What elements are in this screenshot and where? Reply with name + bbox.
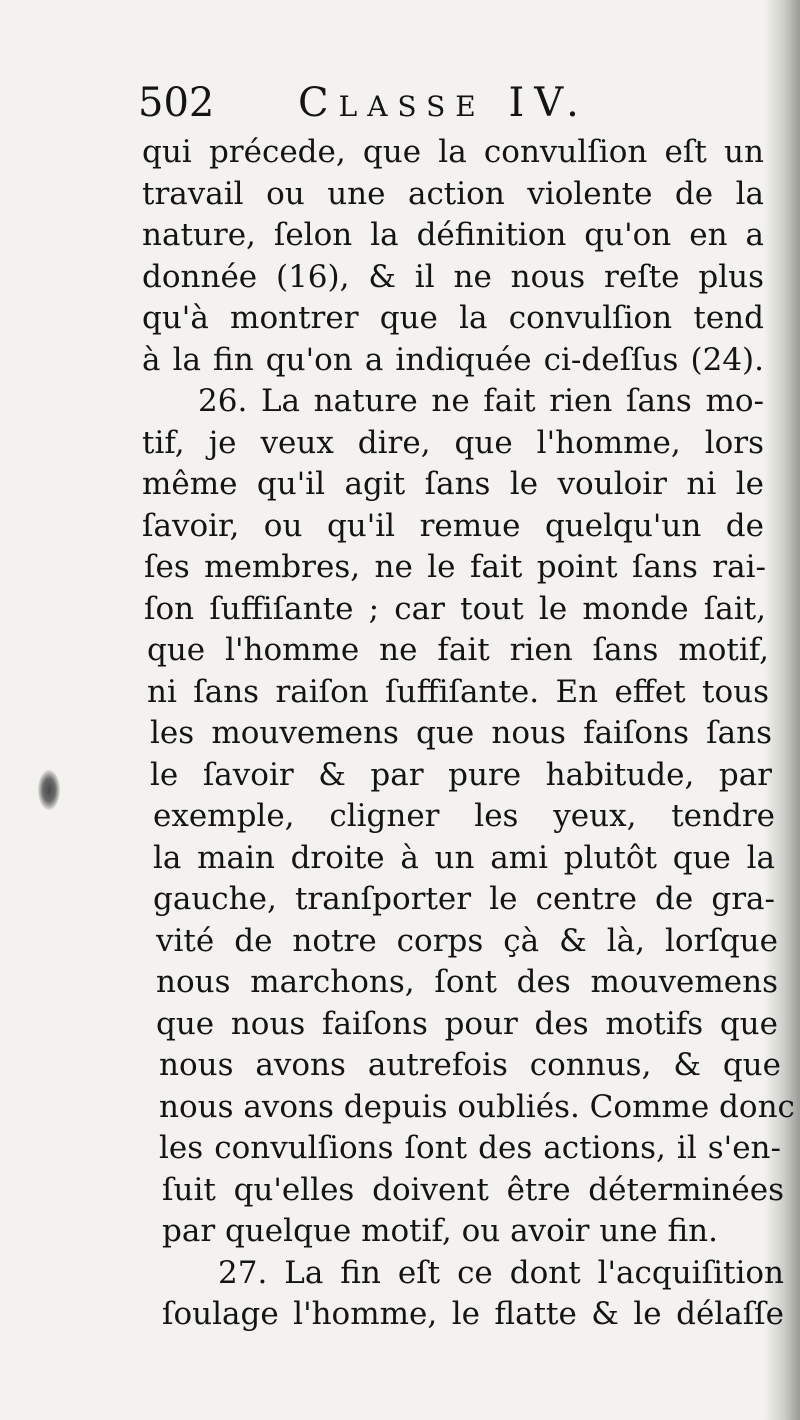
text-line: à la fin qu'on a indiquée ci-deſſus (24). bbox=[142, 341, 764, 378]
text-line: tif, je veux dire, que l'homme, lors bbox=[142, 424, 764, 461]
text-line: la main droite à un ami plutôt que la bbox=[153, 839, 775, 876]
page-header bbox=[138, 78, 758, 128]
text-line: les mouvemens que nous faiſons ſans bbox=[150, 715, 772, 751]
page-number: 502 bbox=[138, 80, 215, 126]
ink-smudge bbox=[38, 770, 60, 810]
text-line: nous marchons, ſont des mouvemens bbox=[156, 964, 778, 1000]
text-line: même qu'il agit ſans le vouloir ni le bbox=[142, 466, 764, 502]
text-line: ſoulage l'homme, le flatte & le délaſſe bbox=[162, 1296, 784, 1332]
text-line: nature, ſelon la définition qu'on en a bbox=[142, 217, 764, 253]
running-title: Classe IV. bbox=[298, 80, 589, 126]
text-line: par quelque motif, ou avoir une fin. bbox=[162, 1213, 718, 1249]
text-line: gauche, tranſporter le centre de gra- bbox=[153, 881, 775, 917]
text-line: vité de notre corps çà & là, lorſque bbox=[156, 922, 778, 959]
text-line: ni ſans raiſon ſuffiſante. En effet tous bbox=[147, 673, 769, 710]
text-line: exemple, cligner les yeux, tendre bbox=[153, 798, 775, 834]
body-text bbox=[142, 132, 795, 1336]
text-line: qui précede, que la convulſion eſt un bbox=[142, 134, 764, 170]
text-line: qu'à montrer que la convulſion tend bbox=[142, 300, 764, 336]
text-line: nous avons autrefois connus, & que bbox=[159, 1047, 781, 1083]
paragraph-27-start: 27. La fin eſt ce dont l'acquiſition bbox=[218, 1254, 784, 1291]
paragraph-26-start: 26. La nature ne fait rien ſans mo- bbox=[198, 383, 764, 419]
text-line: travail ou une action violente de la bbox=[142, 175, 764, 212]
text-line: le ſavoir & par pure habitude, par bbox=[150, 756, 772, 793]
text-line: que l'homme ne fait rien ſans motif, bbox=[147, 632, 769, 668]
text-line: ſes membres, ne le fait point ſans rai- bbox=[144, 549, 766, 585]
text-line: que nous faiſons pour des motifs que bbox=[156, 1005, 778, 1042]
text-line: les convulſions ſont des actions, il s'en- bbox=[159, 1130, 781, 1166]
text-line: ſuit qu'elles doivent être déterminées bbox=[162, 1171, 784, 1208]
text-line: nous avons depuis oubliés. Comme donc bbox=[159, 1088, 795, 1125]
text-line: ſon ſuffiſante ; car tout le monde ſait, bbox=[144, 590, 766, 627]
text-line: ſavoir, ou qu'il remue quelqu'un de bbox=[142, 507, 764, 544]
text-line: donnée (16), & il ne nous reſte plus bbox=[142, 258, 764, 295]
